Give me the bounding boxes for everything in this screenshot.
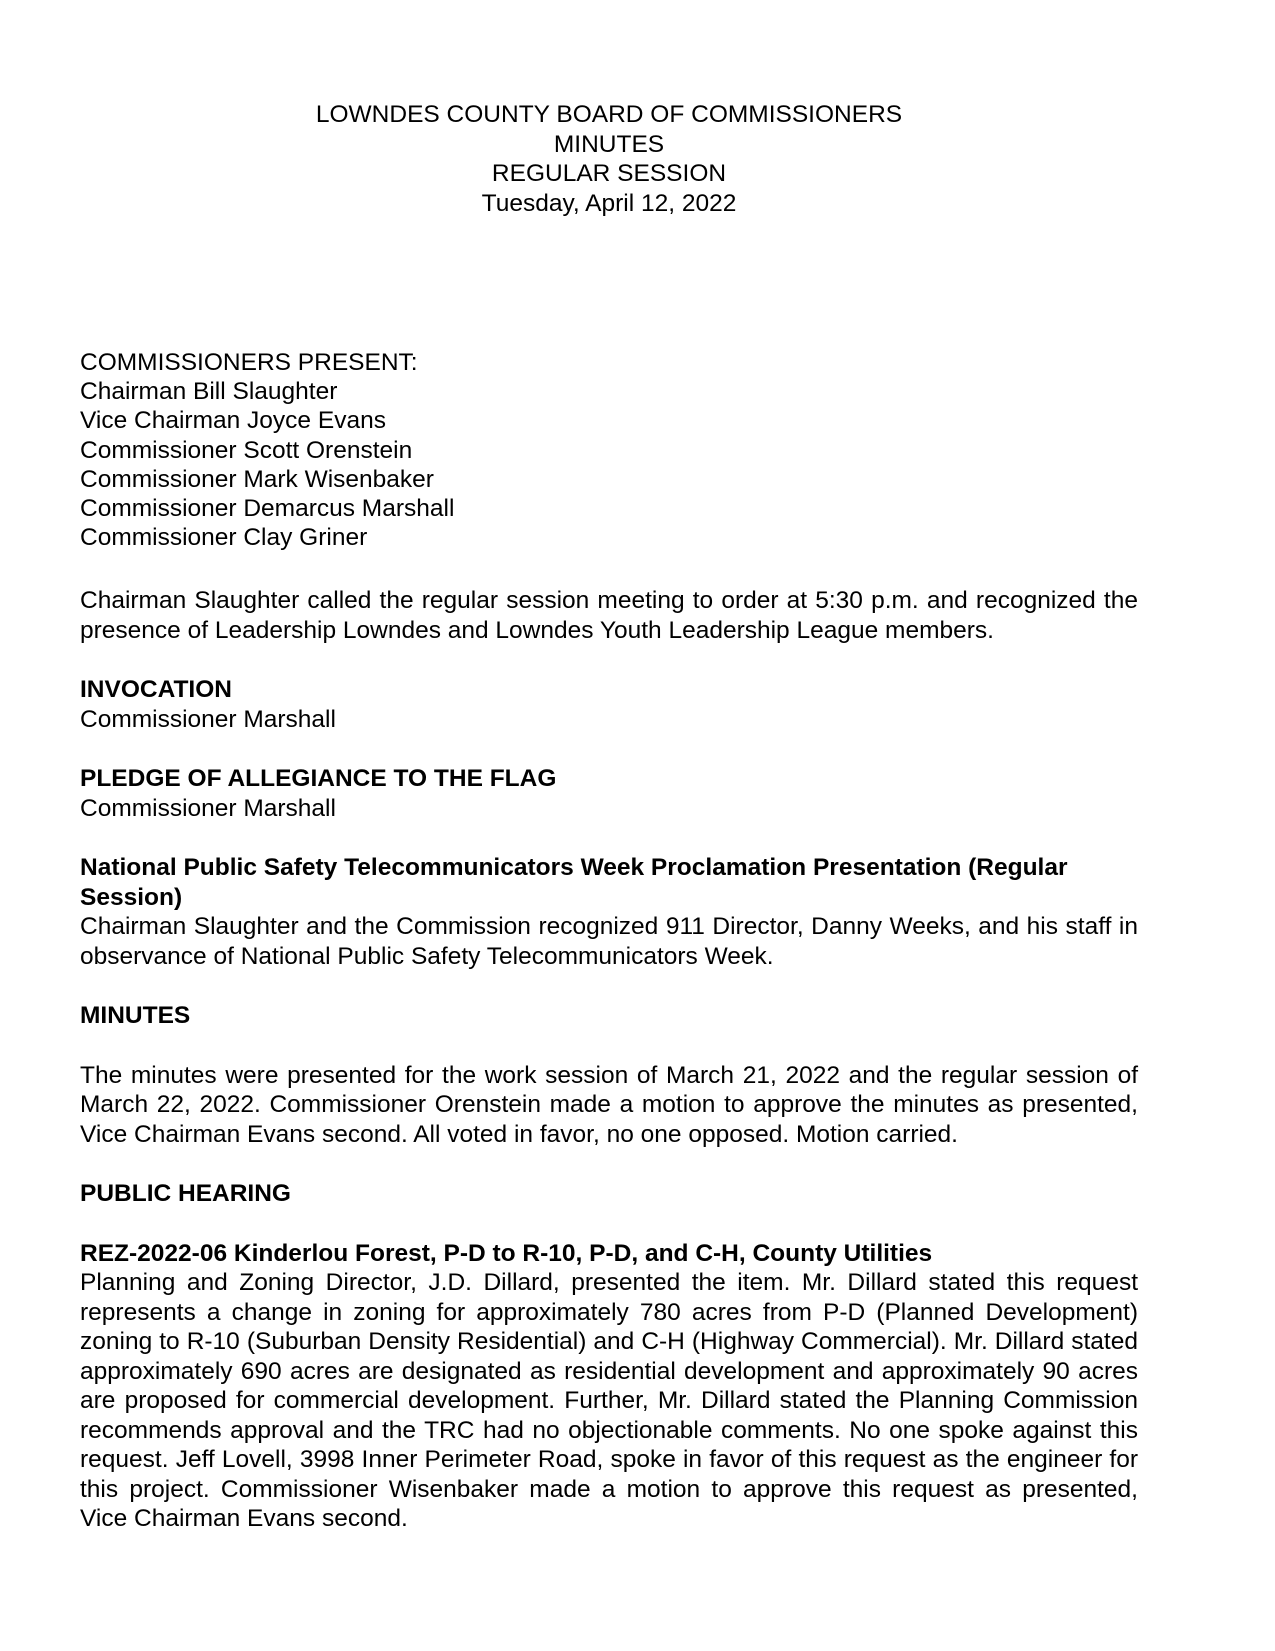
invocation-presenter: Commissioner Marshall	[80, 705, 336, 733]
commissioners-present-block	[80, 348, 1138, 552]
spacer-before-call-to-order	[80, 552, 1138, 586]
spacer-before-public-hearing	[80, 1149, 1138, 1179]
spacer-before-pledge	[80, 734, 1138, 764]
rez-2022-06-paragraph: Planning and Zoning Director, J.D. Dillard, presented the item. Mr. Dillard stated this request represents a change in zoning for approximately 780 acres from P-D (Planned Development) zoning to R-10 (Suburban Density Residential) and C-H (Highway Commercial). Mr. Dillard stated approximately 690 acres are designated as residential development and approximately 90 acres are proposed for commercial development. Further, Mr. Dillard stated the Planning Commission recommends approval and the TRC had no objectionable comments. No one spoke against this request. Jeff Lovell, 3998 Inner Perimeter Road, spoke in favor of this request as the engineer for this project. Commissioner Wisenbaker made a motion to approve this request as presented, Vice Chairman Evans second.	[80, 1269, 1138, 1533]
spacer-before-minutes	[80, 971, 1138, 1001]
document-title-block	[80, 100, 1138, 218]
title-line-organization: LOWNDES COUNTY BOARD OF COMMISSIONERS	[315, 101, 903, 128]
title-line-date: Tuesday, April 12, 2022	[481, 189, 737, 217]
heading-public-hearing: PUBLIC HEARING	[80, 1180, 291, 1208]
spacer-before-invocation	[80, 645, 1138, 675]
commissioner-marshall: Commissioner Demarcus Marshall	[80, 495, 455, 523]
commissioner-griner: Commissioner Clay Griner	[80, 524, 368, 552]
commissioner-wisenbaker: Commissioner Mark Wisenbaker	[80, 465, 434, 493]
spacer-after-minutes-heading	[80, 1031, 1138, 1061]
spacer-before-proclamation	[80, 823, 1138, 853]
commissioner-chairman: Chairman Bill Slaughter	[80, 378, 338, 406]
title-line-session-type: REGULAR SESSION	[491, 160, 727, 187]
heading-pledge-of-allegiance: PLEDGE OF ALLEGIANCE TO THE FLAG	[80, 765, 557, 793]
call-to-order-paragraph: Chairman Slaughter called the regular session meeting to order at 5:30 p.m. and recognized the presence of Leadership Lowndes and Lowndes Youth Leadership League members.	[80, 587, 1138, 644]
spacer-before-rez-item	[80, 1209, 1138, 1239]
heading-telecommunicators-week-proclamation: National Public Safety Telecommunicators Week Proclamation Presentation (Regular Session)	[80, 854, 1068, 911]
heading-rez-2022-06-kinderlou-forest: REZ-2022-06 Kinderlou Forest, P-D to R-10, P-D, and C-H, County Utilities	[80, 1239, 933, 1267]
title-line-minutes: MINUTES	[553, 130, 665, 158]
pledge-presenter: Commissioner Marshall	[80, 794, 336, 822]
document-body	[80, 0, 1138, 1534]
commissioner-vice-chairman: Vice Chairman Joyce Evans	[80, 407, 386, 435]
proclamation-paragraph: Chairman Slaughter and the Commission recognized 911 Director, Danny Weeks, and his staff in observance of National Public Safety Telecommunicators Week.	[80, 913, 1138, 970]
commissioners-present-label: COMMISSIONERS PRESENT:	[80, 349, 418, 376]
heading-invocation: INVOCATION	[80, 676, 232, 704]
minutes-paragraph: The minutes were presented for the work session of March 21, 2022 and the regular session of March 22, 2022. Commissioner Orenstein made a motion to approve the minutes as presented, Vice Chairman Evans second. All voted in favor, no one opposed. Motion carried.	[80, 1061, 1138, 1148]
heading-minutes: MINUTES	[80, 1002, 191, 1030]
title-spacer	[80, 218, 1138, 348]
commissioner-orenstein: Commissioner Scott Orenstein	[80, 436, 413, 464]
